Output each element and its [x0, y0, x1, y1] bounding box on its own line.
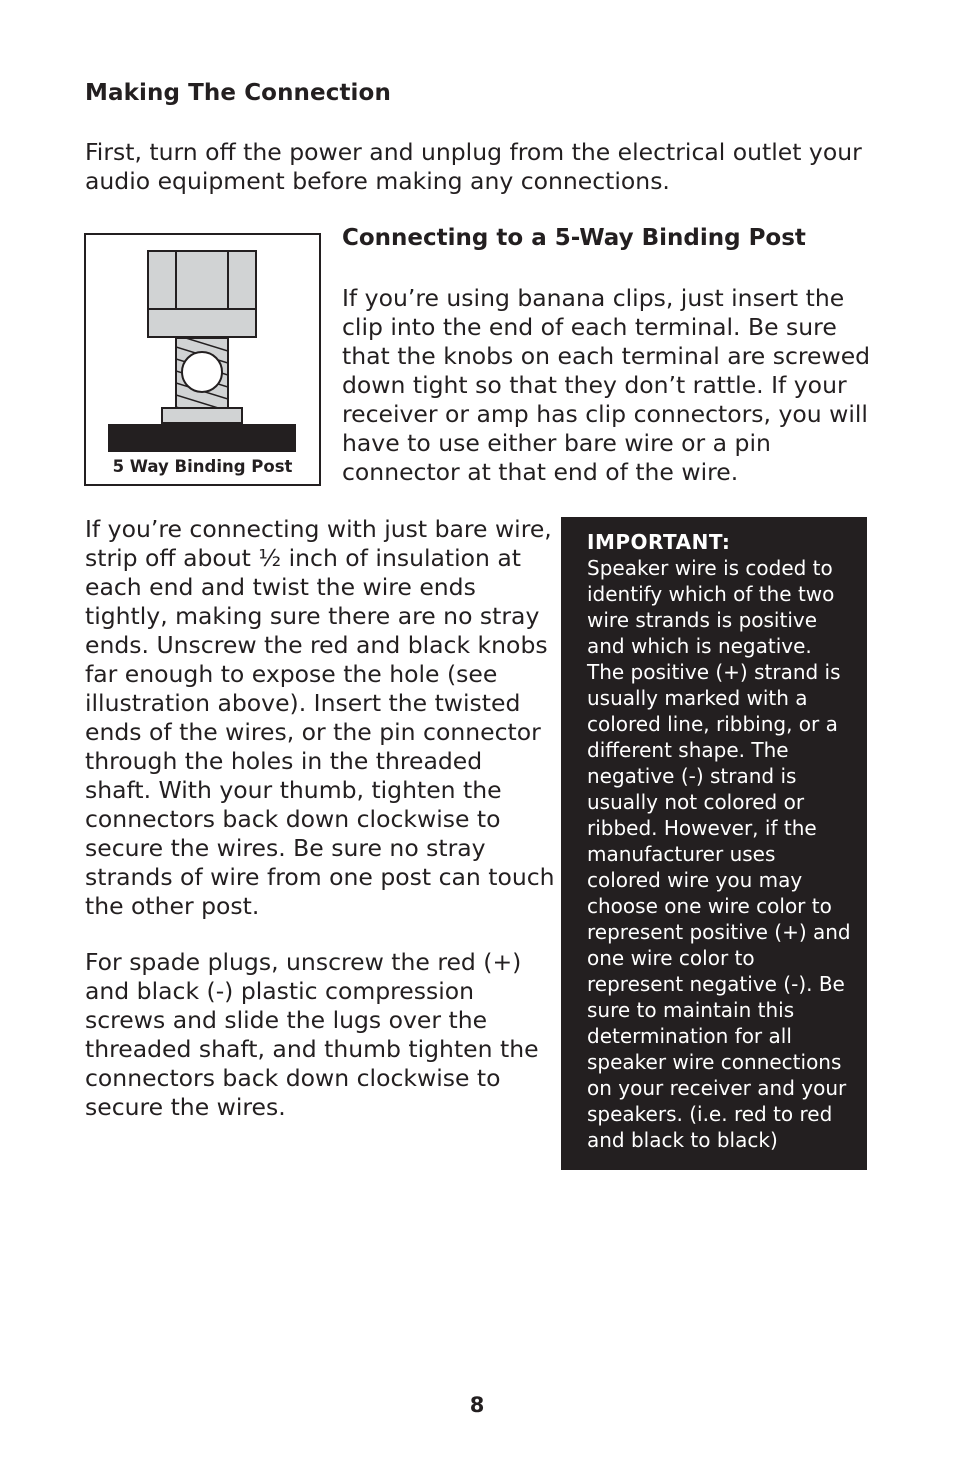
important-text: Speaker wire is coded to identify which of the two wire strands is positive and which is negative. The positive (+) strand is usually marked with a colored line, ribbing, or a different shape. The negative (-) strand is usually not colored or ribbed. However, if the manufacturer uses colored wire you may choose one wire color to represent positive (+) and one wire color to represent negative (-). Be sure to maintain this determination for all speaker wire connections on your receiver and your speakers. (i.e. red to red and black to black): [587, 556, 851, 1152]
panel-base: [108, 424, 296, 452]
spade-plug-paragraph: For spade plugs, unscrew the red (+) and black (-) plastic compression screws and slide the lugs over the threaded shaft, and thumb tighten the connectors back down clockwise to secure the wires.: [85, 948, 539, 1121]
banana-clip-paragraph: If you’re using banana clips, just insert the clip into the end of each terminal. Be sure that the knobs on each terminal are screwed down tight so that they don’t rattle. If your receiver or amp has clip connectors, you will have to use either bare wire or a pin connector at that end of the wire.: [342, 284, 871, 486]
knob-top: [148, 251, 256, 309]
bare-wire-paragraph: If you’re connecting with just bare wire, strip off about ½ inch of insulation at each end and twist the wire ends tightly, making sure there are no stray ends. Unscrew the red and black knobs far enough to expose the hole (see illustration above). Insert the twisted ends of the wires, or the pin connector through the holes in the threaded shaft. With your thumb, tighten the connectors back down clockwise to secure the wires. Be sure no stray strands of wire from one post can touch the other post.: [85, 515, 555, 920]
intro-paragraph: First, turn off the power and unplug from the electrical outlet your audio equipment before making any connections.: [85, 138, 862, 195]
section-heading: Making The Connection: [85, 80, 391, 106]
knob-base: [148, 309, 256, 337]
figure-caption: 5 Way Binding Post: [112, 457, 293, 476]
binding-post-figure: [84, 233, 321, 486]
washer: [162, 408, 242, 423]
important-note-box: [561, 517, 867, 1170]
important-title: IMPORTANT:: [587, 530, 731, 554]
binding-post-heading: Connecting to a 5-Way Binding Post: [342, 225, 806, 251]
wire-hole: [182, 352, 222, 392]
page-number: 8: [469, 1393, 485, 1417]
binding-post-illustration-icon: [86, 235, 319, 484]
